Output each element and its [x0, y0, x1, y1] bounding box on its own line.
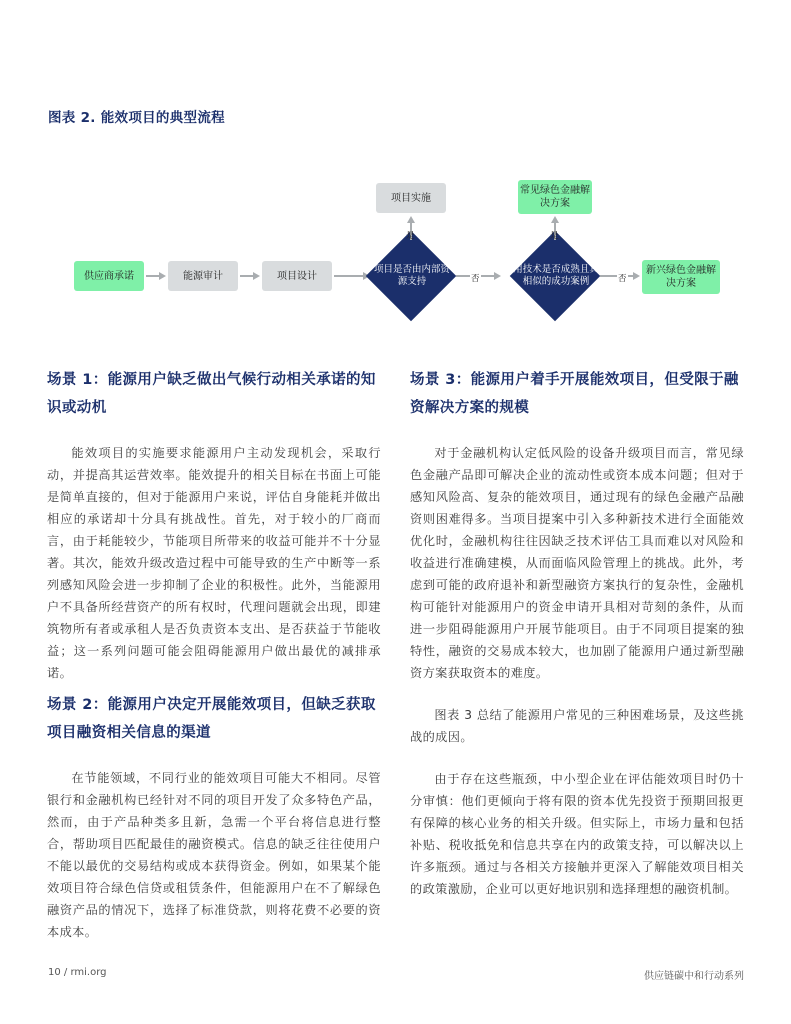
section-paragraph: 由于存在这些瓶颈，中小型企业在评估能效项目时仍十分审慎：他们更倾向于将有限的资本优先投资于预期回报更有保障的核心业务的相关升级。但实际上，市场力量和包括补贴、税收抵免和信息共享在内的政策支持，可以解决以上许多瓶颈。通过与各相关方接触并更深入了解能效项目相关的政策激励，企业可以更好地识别和选择理想的融资机制。: [410, 772, 744, 896]
arrow-connector: [334, 275, 364, 277]
arrow-head: [159, 272, 166, 280]
right-column: [410, 366, 744, 900]
no-label: 否: [471, 274, 480, 284]
left-column-lower: [47, 691, 381, 943]
section-heading-scenario-3: 场景 3：能源用户着手开展能效项目，但受限于融资解决方案的规模: [410, 372, 739, 416]
node-emerging-green-finance: 新兴绿色金融解决方案: [642, 260, 720, 294]
node-common-green-finance: 常见绿色金融解决方案: [518, 180, 592, 214]
node-project-implementation: 项目实施: [376, 183, 446, 213]
section-heading-scenario-2: 场景 2：能源用户决定开展能效项目，但缺乏获取项目融资相关信息的渠道: [47, 697, 376, 741]
arrow-connector: [240, 275, 254, 277]
figure-title: 图表 2. 能效项目的典型流程: [48, 110, 225, 126]
section-paragraph: 图表 3 总结了能源用户常见的三种困难场景，及这些挑战的成因。: [410, 708, 744, 744]
footer-page-number: 10 / rmi.org: [48, 967, 107, 978]
yes-label: 是: [550, 231, 559, 241]
decision-text-tech-maturity: 所用技术是否成熟且具有相似的成功案例: [503, 263, 609, 287]
arrow-head: [494, 272, 501, 280]
node-supplier-commitment: 供应商承诺: [74, 261, 144, 291]
section-heading-scenario-1: 场景 1：能源用户缺乏做出气候行动相关承诺的知识或动机: [47, 372, 376, 416]
arrow-head: [551, 216, 559, 223]
no-label: 否: [618, 274, 627, 284]
footer-series-title: 供应链碳中和行动系列: [644, 971, 744, 982]
node-energy-audit: 能源审计: [168, 261, 238, 291]
decision-text-internal-funding: 项目是否由内部资源支持: [373, 263, 450, 287]
arrow-head: [633, 272, 640, 280]
arrow-head: [407, 216, 415, 223]
section-paragraph: 对于金融机构认定低风险的设备升级项目而言，常见绿色金融产品即可解决企业的流动性或资本成本问题；但对于感知风险高、复杂的能效项目，通过现有的绿色金融产品融资则困难得多。当项目提案中引入多种新技术进行全面能效优化时，金融机构往往因缺乏技术评估工具而难以对风险和收益进行准确建模，从而面临风险管理上的挑战。此外，考虑到可能的政府退补和新型融资方案执行的复杂性，金融机构可能针对能源用户的资金申请开具相对苛刻的条件，从而进一步阻碍能源用户开展节能项目。由于不同项目提案的独特性，融资的交易成本较大，也加剧了能源用户通过新型融资方案获取资本的难度。: [410, 446, 744, 680]
section-paragraph: 能效项目的实施要求能源用户主动发现机会，采取行动，并提高其运营效率。能效提升的相关目标在书面上可能是简单直接的，但对于能源用户来说，评估自身能耗并做出相应的承诺却十分具有挑战性。首先，对于较小的厂商而言，由于耗能较少，节能项目所带来的收益可能并不十分显著。其次，能效升级改造过程中可能导致的生产中断等一系列感知风险会进一步抑制了企业的积极性。此外，当能源用户不具备所经营资产的所有权时，代理问题就会出现，即建筑物所有者或承租人是否负责资本支出、是否获益于节能收益；这一系列问题可能会阻碍能源用户做出最优的减排承诺。: [47, 446, 381, 680]
arrow-connector: [146, 275, 160, 277]
node-project-design: 项目设计: [262, 261, 332, 291]
left-column: [47, 366, 381, 684]
yes-label: 是: [406, 231, 415, 241]
section-paragraph: 在节能领域，不同行业的能效项目可能大不相同。尽管银行和金融机构已经针对不同的项目开发了众多特色产品，然而，由于产品种类多且新，急需一个平台将信息进行整合，帮助项目匹配最佳的融资模式。信息的缺乏往往使用户不能以最优的交易结构或成本获得资金。例如，如果某个能效项目符合绿色信贷或租赁条件，但能源用户在不了解绿色融资产品的情况下，选择了标准贷款，则将花费不必要的资本成本。: [47, 771, 381, 939]
arrow-head: [253, 272, 260, 280]
